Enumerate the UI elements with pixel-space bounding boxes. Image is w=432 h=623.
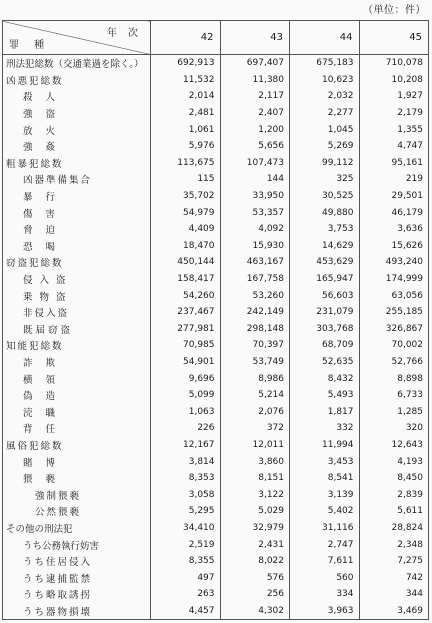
crime-statistics-table	[2, 20, 429, 620]
count-cell: 54,979	[151, 204, 221, 221]
table-row	[3, 204, 429, 221]
count-cell: 463,167	[220, 254, 290, 271]
table-row	[3, 354, 429, 371]
count-cell: 2,839	[359, 486, 429, 503]
crime-type-label: 背 任	[3, 420, 151, 437]
count-cell: 226	[151, 420, 221, 437]
count-cell: 1,355	[359, 121, 429, 138]
count-cell: 158,417	[151, 271, 221, 288]
count-cell: 742	[359, 569, 429, 586]
crime-type-label: 風俗犯総数	[3, 437, 151, 454]
crime-type-label: 詐 欺	[3, 354, 151, 371]
crime-type-label: うち器物損壊	[3, 603, 151, 620]
count-cell: 11,532	[151, 72, 221, 89]
table-row	[3, 121, 429, 138]
crime-type-label: うち住居侵入	[3, 553, 151, 570]
count-cell: 3,963	[290, 603, 360, 620]
count-cell: 9,696	[151, 370, 221, 387]
crime-type-label: 粗暴犯総数	[3, 155, 151, 172]
year-header: 44	[290, 21, 360, 55]
table-row	[3, 304, 429, 321]
count-cell: 5,656	[220, 138, 290, 155]
count-cell: 30,525	[290, 188, 360, 205]
crime-type-label: その他の刑法犯	[3, 520, 151, 537]
count-cell: 54,260	[151, 287, 221, 304]
count-cell: 56,603	[290, 287, 360, 304]
count-cell: 344	[359, 586, 429, 603]
year-header: 42	[151, 21, 221, 55]
count-cell: 2,348	[359, 536, 429, 553]
count-cell: 113,675	[151, 155, 221, 172]
count-cell: 49,880	[290, 204, 360, 221]
count-cell: 692,913	[151, 55, 221, 72]
table-row	[3, 503, 429, 520]
count-cell: 320	[359, 420, 429, 437]
count-cell: 1,061	[151, 121, 221, 138]
count-cell: 4,457	[151, 603, 221, 620]
table-row	[3, 155, 429, 172]
count-cell: 53,357	[220, 204, 290, 221]
count-cell: 1,063	[151, 403, 221, 420]
count-cell: 8,986	[220, 370, 290, 387]
count-cell: 2,032	[290, 88, 360, 105]
table-row	[3, 72, 429, 89]
count-cell: 28,824	[359, 520, 429, 537]
count-cell: 12,167	[151, 437, 221, 454]
count-cell: 15,626	[359, 238, 429, 255]
count-cell: 2,519	[151, 536, 221, 553]
table-row	[3, 105, 429, 122]
table-row	[3, 254, 429, 271]
unit-note: （単位：件）	[363, 5, 426, 16]
count-cell: 52,635	[290, 354, 360, 371]
count-cell: 372	[220, 420, 290, 437]
count-cell: 5,099	[151, 387, 221, 404]
count-cell: 2,431	[220, 536, 290, 553]
count-cell: 303,768	[290, 321, 360, 338]
count-cell: 15,930	[220, 238, 290, 255]
count-cell: 32,979	[220, 520, 290, 537]
table-row	[3, 138, 429, 155]
crime-type-label: 横 領	[3, 370, 151, 387]
count-cell: 3,814	[151, 453, 221, 470]
count-cell: 46,179	[359, 204, 429, 221]
table-row	[3, 603, 429, 620]
crime-type-label: 賭 博	[3, 453, 151, 470]
count-cell: 11,994	[290, 437, 360, 454]
count-cell: 107,473	[220, 155, 290, 172]
count-cell: 5,295	[151, 503, 221, 520]
count-cell: 325	[290, 171, 360, 188]
count-cell: 2,407	[220, 105, 290, 122]
count-cell: 298,148	[220, 321, 290, 338]
crime-type-label: 既 届 窃 盗	[3, 321, 151, 338]
count-cell: 12,011	[220, 437, 290, 454]
count-cell: 332	[290, 420, 360, 437]
count-cell: 165,947	[290, 271, 360, 288]
year-header: 43	[220, 21, 290, 55]
table-row	[3, 271, 429, 288]
table-row	[3, 420, 429, 437]
table-row	[3, 55, 429, 72]
year-axis-label: 年 次	[106, 28, 142, 39]
count-cell: 10,623	[290, 72, 360, 89]
crime-type-label: うち公務執行妨害	[3, 536, 151, 553]
table-row	[3, 520, 429, 537]
count-cell: 263	[151, 586, 221, 603]
count-cell: 53,749	[220, 354, 290, 371]
count-cell: 237,467	[151, 304, 221, 321]
count-cell: 10,208	[359, 72, 429, 89]
count-cell: 54,901	[151, 354, 221, 371]
table-row	[3, 569, 429, 586]
count-cell: 18,470	[151, 238, 221, 255]
table-row	[3, 171, 429, 188]
crime-type-label: 強 姦	[3, 138, 151, 155]
table-row	[3, 586, 429, 603]
table-row	[3, 238, 429, 255]
count-cell: 497	[151, 569, 221, 586]
crime-type-label: 窃盗犯総数	[3, 254, 151, 271]
count-cell: 29,501	[359, 188, 429, 205]
crime-type-label: 暴 行	[3, 188, 151, 205]
count-cell: 70,002	[359, 337, 429, 354]
count-cell: 493,240	[359, 254, 429, 271]
table-row	[3, 188, 429, 205]
count-cell: 31,116	[290, 520, 360, 537]
count-cell: 2,277	[290, 105, 360, 122]
count-cell: 7,611	[290, 553, 360, 570]
crime-type-label: 凶悪犯総数	[3, 72, 151, 89]
count-cell: 256	[220, 586, 290, 603]
count-cell: 560	[290, 569, 360, 586]
crime-type-label: うち逮捕監禁	[3, 569, 151, 586]
count-cell: 2,117	[220, 88, 290, 105]
count-cell: 4,302	[220, 603, 290, 620]
count-cell: 6,733	[359, 387, 429, 404]
table-row	[3, 403, 429, 420]
count-cell: 34,410	[151, 520, 221, 537]
count-cell: 68,709	[290, 337, 360, 354]
count-cell: 8,353	[151, 470, 221, 487]
count-cell: 12,643	[359, 437, 429, 454]
count-cell: 5,269	[290, 138, 360, 155]
count-cell: 8,355	[151, 553, 221, 570]
count-cell: 710,078	[359, 55, 429, 72]
count-cell: 2,076	[220, 403, 290, 420]
count-cell: 4,193	[359, 453, 429, 470]
count-cell: 2,014	[151, 88, 221, 105]
count-cell: 70,397	[220, 337, 290, 354]
table-row	[3, 88, 429, 105]
count-cell: 3,469	[359, 603, 429, 620]
header-row	[3, 21, 429, 55]
count-cell: 277,981	[151, 321, 221, 338]
count-cell: 453,629	[290, 254, 360, 271]
count-cell: 8,541	[290, 470, 360, 487]
table-row	[3, 337, 429, 354]
count-cell: 14,629	[290, 238, 360, 255]
count-cell: 8,898	[359, 370, 429, 387]
count-cell: 63,056	[359, 287, 429, 304]
count-cell: 5,214	[220, 387, 290, 404]
table-row	[3, 321, 429, 338]
count-cell: 326,867	[359, 321, 429, 338]
table-row	[3, 470, 429, 487]
crime-type-label: 強制猥褻	[3, 486, 151, 503]
count-cell: 2,179	[359, 105, 429, 122]
count-cell: 4,092	[220, 221, 290, 238]
count-cell: 95,161	[359, 155, 429, 172]
count-cell: 35,702	[151, 188, 221, 205]
corner-header-cell	[3, 21, 151, 55]
count-cell: 231,079	[290, 304, 360, 321]
count-cell: 2,747	[290, 536, 360, 553]
table-row	[3, 536, 429, 553]
count-cell: 8,432	[290, 370, 360, 387]
count-cell: 1,927	[359, 88, 429, 105]
crime-type-label: 乗 物 盗	[3, 287, 151, 304]
table-row	[3, 553, 429, 570]
table-row	[3, 370, 429, 387]
crime-type-label: 知能犯総数	[3, 337, 151, 354]
count-cell: 8,151	[220, 470, 290, 487]
count-cell: 334	[290, 586, 360, 603]
count-cell: 3,122	[220, 486, 290, 503]
count-cell: 167,758	[220, 271, 290, 288]
table-row	[3, 486, 429, 503]
count-cell: 219	[359, 171, 429, 188]
count-cell: 11,380	[220, 72, 290, 89]
crime-type-label: 脅 迫	[3, 221, 151, 238]
year-header: 45	[359, 21, 429, 55]
crime-type-label: 非侵入盗	[3, 304, 151, 321]
crime-type-label: うち略取誘拐	[3, 586, 151, 603]
count-cell: 4,747	[359, 138, 429, 155]
count-cell: 3,753	[290, 221, 360, 238]
crime-type-label: 殺 人	[3, 88, 151, 105]
count-cell: 576	[220, 569, 290, 586]
count-cell: 70,985	[151, 337, 221, 354]
count-cell: 1,285	[359, 403, 429, 420]
count-cell: 174,999	[359, 271, 429, 288]
count-cell: 3,058	[151, 486, 221, 503]
crime-type-label: 公然猥褻	[3, 503, 151, 520]
crime-type-label: 恐 喝	[3, 238, 151, 255]
count-cell: 1,045	[290, 121, 360, 138]
count-cell: 33,950	[220, 188, 290, 205]
count-cell: 8,450	[359, 470, 429, 487]
table-row	[3, 387, 429, 404]
count-cell: 697,407	[220, 55, 290, 72]
count-cell: 255,185	[359, 304, 429, 321]
count-cell: 3,139	[290, 486, 360, 503]
count-cell: 675,183	[290, 55, 360, 72]
count-cell: 1,200	[220, 121, 290, 138]
count-cell: 8,022	[220, 553, 290, 570]
crime-type-label: 放 火	[3, 121, 151, 138]
count-cell: 3,860	[220, 453, 290, 470]
crime-type-axis-label: 罪 種	[9, 40, 51, 51]
count-cell: 3,453	[290, 453, 360, 470]
crime-type-label: 涜 職	[3, 403, 151, 420]
table-row	[3, 453, 429, 470]
crime-type-label: 凶器準備集合	[3, 171, 151, 188]
crime-type-label: 刑法犯総数（交通業過を除く。）	[3, 55, 151, 72]
count-cell: 242,149	[220, 304, 290, 321]
count-cell: 53,260	[220, 287, 290, 304]
count-cell: 99,112	[290, 155, 360, 172]
count-cell: 5,402	[290, 503, 360, 520]
count-cell: 5,493	[290, 387, 360, 404]
table-row	[3, 221, 429, 238]
count-cell: 144	[220, 171, 290, 188]
crime-type-label: 傷 害	[3, 204, 151, 221]
count-cell: 450,144	[151, 254, 221, 271]
count-cell: 5,029	[220, 503, 290, 520]
crime-type-label: 猥 褻	[3, 470, 151, 487]
count-cell: 5,611	[359, 503, 429, 520]
crime-type-label: 強 盗	[3, 105, 151, 122]
crime-type-label: 偽 造	[3, 387, 151, 404]
count-cell: 5,976	[151, 138, 221, 155]
count-cell: 2,481	[151, 105, 221, 122]
count-cell: 52,766	[359, 354, 429, 371]
table-row	[3, 437, 429, 454]
count-cell: 115	[151, 171, 221, 188]
count-cell: 3,636	[359, 221, 429, 238]
crime-type-label: 侵 入 盗	[3, 271, 151, 288]
count-cell: 7,275	[359, 553, 429, 570]
count-cell: 1,817	[290, 403, 360, 420]
count-cell: 4,409	[151, 221, 221, 238]
table-row	[3, 287, 429, 304]
